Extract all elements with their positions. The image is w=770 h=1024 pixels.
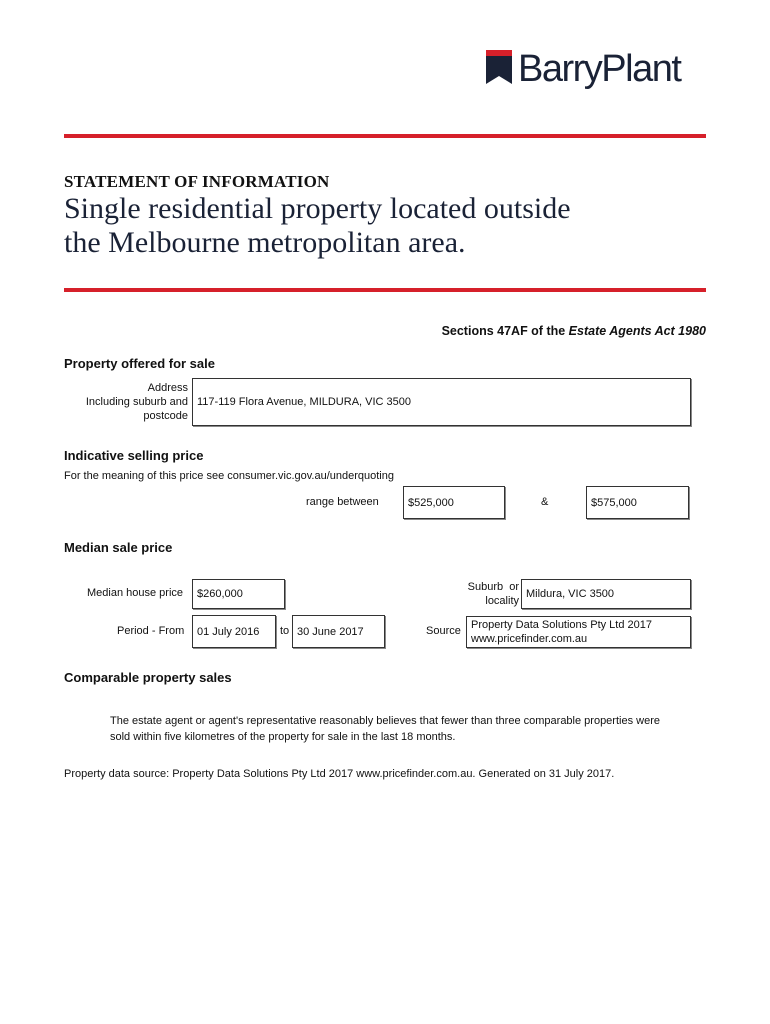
page-title-line-1: Single residential property located outside	[64, 192, 571, 225]
period-label: Period - From	[117, 625, 185, 637]
property-heading: Property offered for sale	[64, 356, 215, 371]
source-value	[466, 616, 691, 648]
bottom-red-rule	[64, 288, 706, 292]
comparable-body	[110, 713, 660, 745]
address-label	[86, 381, 188, 423]
median-house-label: Median house price	[87, 587, 184, 599]
period-to-value: 30 June 2017	[292, 615, 385, 648]
suburb-label	[468, 580, 519, 608]
address-label-line-1: Address	[147, 382, 188, 394]
underquoting-note: For the meaning of this price see consumer.vic.gov.au/underquoting	[64, 470, 394, 482]
median-house-value: $260,000	[192, 579, 285, 609]
price-range-low: $525,000	[403, 486, 505, 519]
source-label: Source	[426, 625, 461, 637]
sections-reference-prefix: Sections 47AF of the	[441, 324, 569, 338]
top-red-rule	[64, 134, 706, 138]
page-title-line-2: the Melbourne metropolitan area.	[64, 226, 466, 259]
suburb-label-line-1: Suburb or	[467, 581, 519, 593]
statement-kicker: STATEMENT OF INFORMATION	[64, 172, 330, 191]
comparable-heading: Comparable property sales	[64, 670, 232, 685]
act-name: Estate Agents Act 1980	[568, 324, 706, 338]
price-range-high: $575,000	[586, 486, 689, 519]
brand-mark-icon	[486, 50, 512, 86]
comparable-body-line-1: The estate agent or agent's representative reasonably believes that fewer than three comparable properties were	[110, 715, 660, 727]
period-to-label: to	[280, 625, 290, 637]
source-line-2: www.pricefinder.com.au	[471, 633, 588, 645]
brand-name: BarryPlant	[518, 48, 681, 90]
comparable-body-line-2: sold within five kilometres of the property for sale in the last 18 months.	[110, 731, 456, 743]
indicative-heading: Indicative selling price	[64, 448, 204, 463]
period-from-value: 01 July 2016	[192, 615, 276, 648]
suburb-value: Mildura, VIC 3500	[521, 579, 691, 609]
range-ampersand: &	[541, 496, 549, 508]
address-field: 117-119 Flora Avenue, MILDURA, VIC 3500	[192, 378, 691, 426]
sections-reference	[442, 324, 706, 338]
median-heading: Median sale price	[64, 540, 173, 555]
data-source-note: Property data source: Property Data Solutions Pty Ltd 2017 www.pricefinder.com.au. Generated on 31 July 2017.	[64, 768, 615, 780]
suburb-label-line-2: locality	[485, 595, 519, 607]
source-line-1: Property Data Solutions Pty Ltd 2017	[471, 619, 652, 631]
brand-logo	[486, 50, 706, 100]
range-label: range between	[306, 496, 379, 508]
address-label-line-3: postcode	[143, 410, 188, 422]
address-label-line-2: Including suburb and	[85, 396, 188, 408]
